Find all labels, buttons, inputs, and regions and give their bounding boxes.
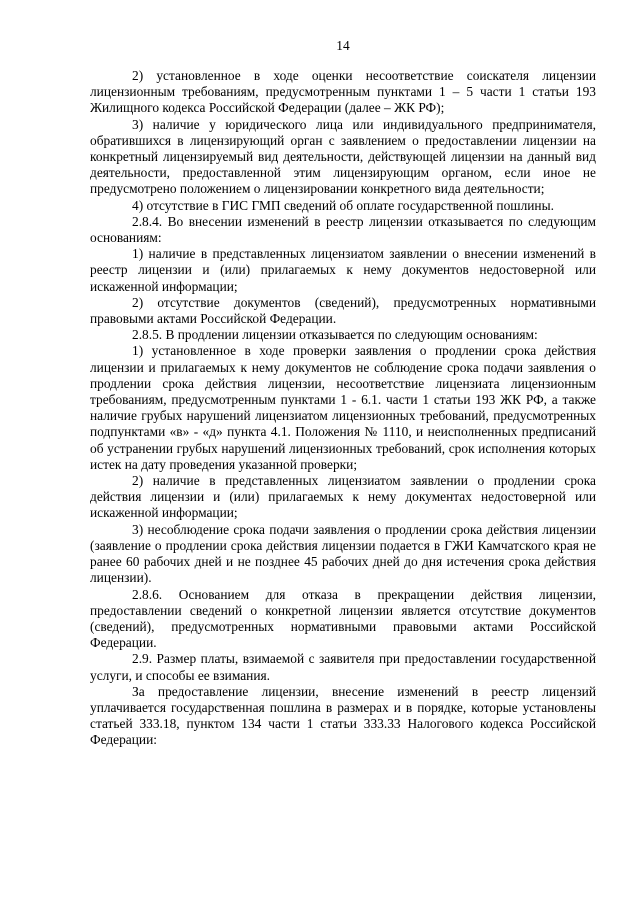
paragraph-2-8-6: 2.8.6. Основанием для отказа в прекращении действия лицензии, предоставлении сведений о конкретной лицензии является отсутствие документов (сведений), предусмотренных нормативными правовыми актами Российской Федерации. xyxy=(90,586,596,651)
paragraph-2-8-4-item-2: 2) отсутствие документов (сведений), предусмотренных нормативными правовыми актами Российской Федерации. xyxy=(90,294,596,327)
paragraph-2-8-5-item-2: 2) наличие в представленных лицензиатом заявлении о продлении срока действия лицензии и (или) прилагаемых к нему документах недостоверной или искаженной информации; xyxy=(90,473,596,521)
paragraph-2-8-4-heading: 2.8.4. Во внесении изменений в реестр лицензии отказывается по следующим основаниям: xyxy=(90,213,596,246)
page-number: 14 xyxy=(336,38,350,53)
paragraph-item-2-assessment: 2) установленное в ходе оценки несоответствие соискателя лицензии лицензионным требованиям, предусмотренным пунктами 1 – 5 части 1 статьи 193 Жилищного кодекса Российской Федерации (далее – ЖК РФ); xyxy=(90,68,596,116)
paragraph-2-8-5-heading: 2.8.5. В продлении лицензии отказывается по следующим основаниям: xyxy=(132,327,538,343)
document-page xyxy=(90,38,596,749)
paragraph-fee-description: За предоставление лицензии, внесение изменений в реестр лицензий уплачивается государственная пошлина в размерах и в порядке, которые установлены статьей 333.18, пунктом 134 части 1 статьи 333.33 Налогового кодекса Российской Федерации: xyxy=(90,683,596,748)
paragraph-item-4-fee-missing: 4) отсутствие в ГИС ГМП сведений об оплате государственной пошлины. xyxy=(132,197,554,213)
paragraph-2-9-heading: 2.9. Размер платы, взимаемой с заявителя при предоставлении государственной услуги, и способы ее взимания. xyxy=(90,651,596,683)
paragraph-2-8-5-item-1: 1) установленное в ходе проверки заявления о продлении срока действия лицензии и прилагаемых к нему документов не соблюдение срока подачи заявления о продлении срока действия лицензии, несоответствие лицензиата лицензионным требованиям, предусмотренным пунктами 1 - 6.1. части 1 статьи 193 ЖК РФ, а также наличие грубых нарушений лицензиатом лицензионных требований, предусмотренных подпунктами «в» - «д» пункта 4.1. Положения № 1110, и неисполненных предписаний об устранении грубых нарушений лицензионных требований, срок исполнения которых истек на дату проведения указанной проверки; xyxy=(90,343,596,472)
paragraph-2-8-5-item-3: 3) несоблюдение срока подачи заявления о продлении срока действия лицензии (заявление о продлении срока действия лицензии подается в ГЖИ Камчатского края не ранее 60 рабочих дней и не позднее 45 рабочих дней до дня истечения срока действия лицензии). xyxy=(90,521,596,586)
paragraph-2-8-4-item-1: 1) наличие в представленных лицензиатом заявлении о внесении изменений в реестр лицензии и (или) прилагаемых к нему документов недостоверной или искаженной информации; xyxy=(90,246,596,294)
paragraph-item-3-existing-license: 3) наличие у юридического лица или индивидуального предпринимателя, обратившихся в лицензирующий орган с заявлением о предоставлении лицензии на конкретный лицензируемый вид деятельности, действующей лицензии на данный вид деятельности, предоставленной этим лицензирующим органом, если иное не предусмотрено положением о лицензировании конкретного вида деятельности; xyxy=(90,116,596,197)
